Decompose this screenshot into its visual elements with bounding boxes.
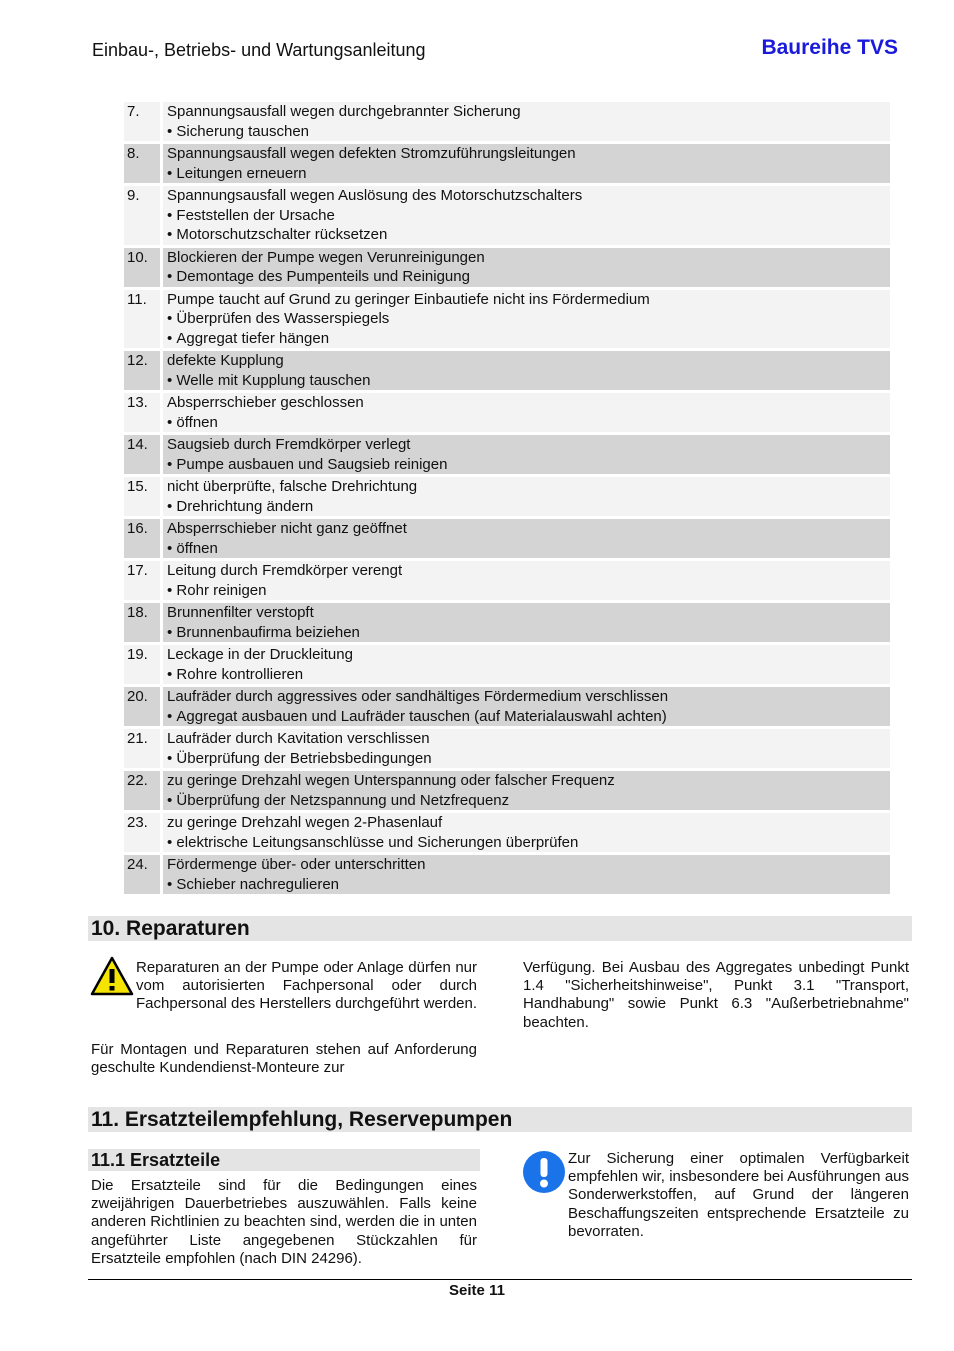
fault-cause: Absperrschieber geschlossen: [167, 394, 364, 411]
series-title: Baureihe TVS: [761, 36, 898, 59]
table-row: [124, 144, 890, 183]
fault-remedy: • Sicherung tauschen: [167, 122, 890, 142]
row-number: 22.: [124, 771, 160, 810]
fault-cause: Spannungsausfall wegen durchgebrannter Sicherung: [167, 103, 521, 120]
fault-remedy: • Drehrichtung ändern: [167, 497, 890, 517]
row-number: 20.: [124, 687, 160, 726]
fault-cause: Leckage in der Druckleitung: [167, 646, 353, 663]
row-number: 14.: [124, 435, 160, 474]
row-content: [163, 186, 890, 245]
info-exclamation-icon: [522, 1150, 566, 1199]
row-content: [163, 102, 890, 141]
footer-divider: [88, 1279, 912, 1280]
table-row: [124, 771, 890, 810]
fault-remedy: • Welle mit Kupplung tauschen: [167, 371, 890, 391]
table-row: [124, 645, 890, 684]
table-row: [124, 813, 890, 852]
table-row: [124, 729, 890, 768]
fault-remedy: • öffnen: [167, 539, 890, 559]
fault-cause: Blockieren der Pumpe wegen Verunreinigungen: [167, 248, 485, 266]
fault-remedy: • Feststellen der Ursache: [167, 206, 890, 226]
row-number: 19.: [124, 645, 160, 684]
row-content: [163, 771, 890, 810]
fault-cause: Laufräder durch Kavitation verschlissen: [167, 730, 430, 747]
fault-cause: Spannungsausfall wegen Auslösung des Motorschutzschalters: [167, 187, 583, 204]
table-row: [124, 393, 890, 432]
row-number: 23.: [124, 813, 160, 852]
row-content: [163, 290, 890, 349]
table-row: [124, 248, 890, 287]
warning-text: Reparaturen an der Pumpe oder Anlage dürfen nur vom autorisierten Fachpersonal oder durch Fachpersonal des Herstellers durchgeführt werden.: [136, 959, 478, 1013]
section-heading-ersatzteile: 11. Ersatzteilempfehlung, Reservepumpen: [88, 1107, 912, 1132]
table-row: [124, 561, 890, 600]
fault-remedy: • Aggregat ausbauen und Laufräder tauschen (auf Materialauswahl achten): [167, 707, 890, 727]
row-number: 13.: [124, 393, 160, 432]
fault-remedy: • elektrische Leitungsanschlüsse und Sicherungen überprüfen: [167, 833, 890, 853]
spare-parts-paragraph: Die Ersatzteile sind für die Bedingungen eines zweijährigen Dauerbetriebes auszuwählen. Falls keine anderen Richtlinien zu beachten sind, werden die in unten angeführter Liste angegebenen Stückzahlen für Ersatzteile empfohlen (nach DIN 24296).: [91, 1177, 477, 1267]
fault-cause: Saugsieb durch Fremdkörper verlegt: [167, 436, 411, 453]
table-row: [124, 102, 890, 141]
table-row: [124, 687, 890, 726]
fault-cause: defekte Kupplung: [167, 352, 284, 369]
troubleshooting-table: [124, 102, 890, 897]
fault-cause: zu geringe Drehzahl wegen Unterspannung oder falscher Frequenz: [167, 772, 615, 789]
fault-remedy: • öffnen: [167, 413, 890, 433]
fault-remedy: • Leitungen erneuern: [167, 164, 890, 184]
row-number: 10.: [124, 248, 160, 287]
fault-cause: Absperrschieber nicht ganz geöffnet: [167, 520, 407, 537]
row-content: [163, 435, 890, 474]
fault-remedy: • Rohr reinigen: [167, 581, 890, 601]
row-content: [163, 477, 890, 516]
table-row: [124, 435, 890, 474]
row-number: 15.: [124, 477, 160, 516]
table-row: [124, 186, 890, 245]
fault-remedy: • Schieber nachregulieren: [167, 875, 890, 895]
row-content: [163, 729, 890, 768]
info-text: Zur Sicherung einer optimalen Verfügbarkeit empfehlen wir, insbesondere bei Ausführungen aus Sonderwerkstoffen, auf Grund der längeren Beschaffungszeiten entsprechende Ersatzteile zu bevorraten.: [568, 1150, 909, 1240]
subsection-heading-ersatzteile: 11.1 Ersatzteile: [88, 1149, 480, 1171]
fault-cause: zu geringe Drehzahl wegen 2-Phasenlauf: [167, 814, 443, 831]
row-content: [163, 393, 890, 432]
row-number: 11.: [124, 290, 160, 349]
table-row: [124, 290, 890, 349]
table-row: [124, 519, 890, 558]
fault-remedy: • Demontage des Pumpenteils und Reinigung: [167, 267, 890, 287]
fault-remedy: • Aggregat tiefer hängen: [167, 329, 890, 349]
fault-remedy: • Überprüfung der Netzspannung und Netzfrequenz: [167, 791, 890, 811]
row-content: [163, 351, 890, 390]
row-number: 12.: [124, 351, 160, 390]
row-number: 9.: [124, 186, 160, 245]
document-title: Einbau-, Betriebs- und Wartungsanleitung: [92, 40, 426, 60]
fault-cause: Leitung durch Fremdkörper verengt: [167, 562, 403, 579]
fault-remedy: • Motorschutzschalter rücksetzen: [167, 225, 890, 245]
row-number: 16.: [124, 519, 160, 558]
row-content: [163, 855, 890, 894]
row-number: 21.: [124, 729, 160, 768]
fault-remedy: • Pumpe ausbauen und Saugsieb reinigen: [167, 455, 890, 475]
row-number: 17.: [124, 561, 160, 600]
table-row: [124, 351, 890, 390]
row-content: [163, 813, 890, 852]
fault-cause: Brunnenfilter verstopft: [167, 604, 314, 621]
page-number: Seite 11: [449, 1282, 505, 1299]
fault-remedy: • Überprüfen des Wasserspiegels: [167, 309, 890, 329]
row-number: 24.: [124, 855, 160, 894]
fault-remedy: • Rohre kontrollieren: [167, 665, 890, 685]
row-content: [163, 144, 890, 183]
row-content: [163, 519, 890, 558]
row-content: [163, 248, 890, 287]
repair-paragraph-left: Für Montagen und Reparaturen stehen auf Anforderung geschulte Kundendienst-Monteure zur: [91, 1041, 477, 1077]
row-content: [163, 645, 890, 684]
row-number: 7.: [124, 102, 160, 141]
section-heading-reparaturen: 10. Reparaturen: [88, 916, 912, 941]
row-content: [163, 603, 890, 642]
fault-remedy: • Brunnenbaufirma beiziehen: [167, 623, 890, 643]
row-number: 18.: [124, 603, 160, 642]
table-row: [124, 855, 890, 894]
warning-icon: [90, 956, 134, 1001]
repair-paragraph-right: Verfügung. Bei Ausbau des Aggregates unbedingt Punkt 1.4 "Sicherheitshinweise", Punkt 3.1 "Transport, Handhabung" sowie Punkt 6.3 "Außerbetriebnahme" beachten.: [523, 959, 909, 1031]
fault-remedy: • Überprüfung der Betriebsbedingungen: [167, 749, 890, 769]
fault-cause: nicht überprüfte, falsche Drehrichtung: [167, 478, 418, 495]
row-number: 8.: [124, 144, 160, 183]
table-row: [124, 603, 890, 642]
row-content: [163, 561, 890, 600]
row-content: [163, 687, 890, 726]
fault-cause: Fördermenge über- oder unterschritten: [167, 856, 426, 873]
table-row: [124, 477, 890, 516]
fault-cause: Laufräder durch aggressives oder sandhältiges Fördermedium verschlissen: [167, 688, 669, 705]
fault-cause: Spannungsausfall wegen defekten Stromzuführungsleitungen: [167, 145, 576, 162]
fault-cause: Pumpe taucht auf Grund zu geringer Einbautiefe nicht ins Fördermedium: [167, 290, 650, 308]
